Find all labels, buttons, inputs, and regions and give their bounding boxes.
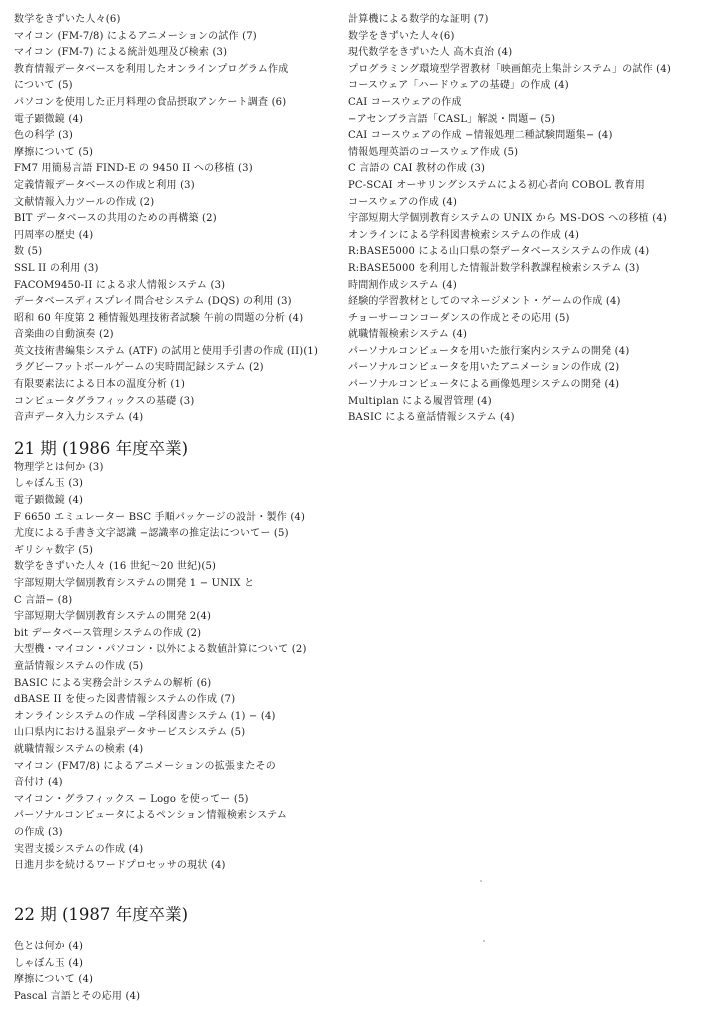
list-item: 童話情報システムの作成 (5) <box>14 660 144 672</box>
list-item: マイコン・グラフィックス − Logo を使ってー (5) <box>14 793 249 805</box>
list-item: 就職情報検索システム (4) <box>348 329 468 341</box>
list-item: パーソナルコンピュータによる画像処理システムの開発 (4) <box>348 379 620 391</box>
list-item: SSL II の利用 (3) <box>14 262 99 274</box>
list-item: Pascal 言語とその応用 (4) <box>14 990 141 1002</box>
list-item: dBASE II を使った図書情報システムの作成 (7) <box>14 694 236 706</box>
list-item: 音声データ入力システム (4) <box>14 412 144 424</box>
scan-speck <box>483 940 485 942</box>
list-item: bit データベース管理システムの作成 (2) <box>14 627 202 639</box>
list-item: 計算機による数学的な証明 (7) <box>348 14 489 25</box>
list-item: C 言語− (8) <box>14 594 73 606</box>
list-item: 昭和 60 年度第 2 種情報処理技術者試験 午前の問題の分析 (4) <box>14 312 304 324</box>
list-item: プログラミング環境型学習教材「映画館売上集計システム」の試作 (4) <box>348 63 671 75</box>
list-item: ギリシャ数字 (5) <box>14 544 94 556</box>
list-item: マイコン (FM-7/8) によるアニメーションの試作 (7) <box>14 30 257 42</box>
list-item: マイコン (FM-7) による統計処理及び検索 (3) <box>14 47 228 59</box>
section-21-heading: 21 期 (1986 年度卒業) <box>14 438 189 458</box>
list-item: の作成 (3) <box>14 826 63 838</box>
list-item: −アセンブラ言語「CASL」解説・問題− (5) <box>348 113 556 125</box>
list-item: ラグビーフットボールゲームの実時間記録システム (2) <box>14 362 264 374</box>
scan-speck <box>480 880 482 882</box>
section-22-heading: 22 期 (1987 年度卒業) <box>14 905 189 924</box>
list-item: マイコン (FM7/8) によるアニメーションの拡張またその <box>14 760 276 772</box>
list-item: 情報処理英語のコースウェア作成 (5) <box>348 146 519 158</box>
list-item: 数 (5) <box>14 246 43 258</box>
list-item: 時間割作成システム (4) <box>348 279 457 291</box>
list-item: CAI コースウェアの作成 <box>348 96 462 108</box>
list-item: について (5) <box>14 80 73 92</box>
list-item: R:BASE5000 を利用した情報計数学科教課程検索システム (3) <box>348 262 640 274</box>
list-item: チョーサーコンコーダンスの作成とその応用 (5) <box>348 312 570 324</box>
list-item: 文献情報入力ツールの作成 (2) <box>14 196 155 208</box>
list-item: FM7 用簡易言語 FIND-E の 9450 II への移植 (3) <box>14 163 253 175</box>
list-item: CAI コースウェアの作成 −情報処理二種試験問題集− (4) <box>348 130 613 142</box>
list-item: BASIC による童話情報システム (4) <box>348 412 515 424</box>
list-item: 大型機・マイコン・パソコン・以外による数値計算について (2) <box>14 644 307 656</box>
list-item: 宇部短期大学個別教育システムの開発 2(4) <box>14 611 212 623</box>
list-item: 色の科学 (3) <box>14 130 73 142</box>
list-item: R:BASE5000 による山口県の祭データベースシステムの作成 (4) <box>348 246 650 258</box>
list-item: 電子顕微鏡 (4) <box>14 495 84 507</box>
list-item: コンピュータグラフィックスの基礎 (3) <box>14 395 195 407</box>
list-item: オンラインによる学科図書検索システムの作成 (4) <box>348 229 580 241</box>
list-item: データベースディスプレイ問合せシステム (DQS) の利用 (3) <box>14 296 292 308</box>
list-item: F 6650 エミュレーター BSC 手順パッケージの設計・製作 (4) <box>14 511 306 523</box>
list-item: BASIC による実務会計システムの解析 (6) <box>14 677 212 689</box>
list-item: 摩擦について (5) <box>14 146 94 158</box>
right-top-list <box>348 12 698 427</box>
list-item: 数学をきずいた人々(6) <box>348 30 455 42</box>
list-item: パーソナルコンピュータを用いた旅行案内システムの開発 (4) <box>348 345 630 357</box>
list-item: 英文技術書編集システム (ATF) の試用と使用手引書の作成 (II)(1) <box>14 345 319 357</box>
list-item: パーソナルコンピュータを用いたアニメーションの作成 (2) <box>348 362 620 374</box>
section-21-list <box>14 460 339 875</box>
list-item: パーソナルコンピュータによるペンション情報検索システム <box>14 810 288 822</box>
list-item: 実習支援システムの作成 (4) <box>14 843 144 855</box>
list-item: 宇部短期大学個別教育システムの開発 1 − UNIX と <box>14 578 255 589</box>
list-item: オンラインシステムの作成 −学科図書システム (1) − (4) <box>14 710 276 722</box>
left-column <box>14 12 339 875</box>
list-item: コースウェア「ハードウェアの基礎」の作成 (4) <box>348 80 569 92</box>
list-item: 定義情報データベースの作成と利用 (3) <box>14 179 195 191</box>
list-item: BIT データベースの共用のための再構築 (2) <box>14 213 217 225</box>
list-item: しゃぼん玉 (4) <box>14 957 84 969</box>
list-item: 宇部短期大学個別教育システムの UNIX から MS-DOS への移植 (4) <box>348 213 668 225</box>
section-22-list <box>14 939 339 1005</box>
section-22 <box>14 904 339 1005</box>
list-item: 尤度による手書き文字認識 −認識率の推定法についてー (5) <box>14 528 289 540</box>
list-item: C 言語の CAI 教材の作成 (3) <box>348 163 486 175</box>
list-item: 摩擦について (4) <box>14 974 94 986</box>
list-item: 現代数学をきずいた人 高木貞治 (4) <box>348 47 513 59</box>
list-item: コースウェアの作成 (4) <box>348 196 458 208</box>
list-item: 音付け (4) <box>14 777 63 789</box>
list-item: 教育情報データベースを利用したオンラインプログラム作成 <box>14 63 289 75</box>
list-item: 山口県内における温泉データサービスシステム (5) <box>14 727 246 739</box>
list-item: しゃぼん玉 (3) <box>14 478 84 490</box>
list-item: 数学をきずいた人々(6) <box>14 14 121 25</box>
list-item: 数学をきずいた人々 (16 世紀〜20 世紀)(5) <box>14 561 217 573</box>
list-item: 色とは何か (4) <box>14 941 84 952</box>
list-item: 経験的学習教材としてのマネージメント・ゲームの作成 (4) <box>348 296 621 308</box>
list-item: PC-SCAI オーサリングシステムによる初心者向 COBOL 教育用 <box>348 179 645 191</box>
left-top-list <box>14 12 339 427</box>
list-item: FACOM9450-II による求人情報システム (3) <box>14 279 226 291</box>
list-item: 電子顕微鏡 (4) <box>14 113 84 125</box>
list-item: 有限要素法による日本の温度分析 (1) <box>14 379 186 391</box>
list-item: 物理学とは何か (3) <box>14 461 104 473</box>
right-column <box>348 12 698 427</box>
list-item: 音楽曲の自動演奏 (2) <box>14 329 114 341</box>
list-item: 就職情報システムの検索 (4) <box>14 743 144 755</box>
list-item: Multiplan による履習管理 (4) <box>348 395 492 407</box>
list-item: パソコンを使用した正月料理の食品摂取アンケート調査 (6) <box>14 96 287 108</box>
list-item: 円周率の歴史 (4) <box>14 229 94 241</box>
list-item: 日進月歩を続けるワードプロセッサの現状 (4) <box>14 860 226 872</box>
